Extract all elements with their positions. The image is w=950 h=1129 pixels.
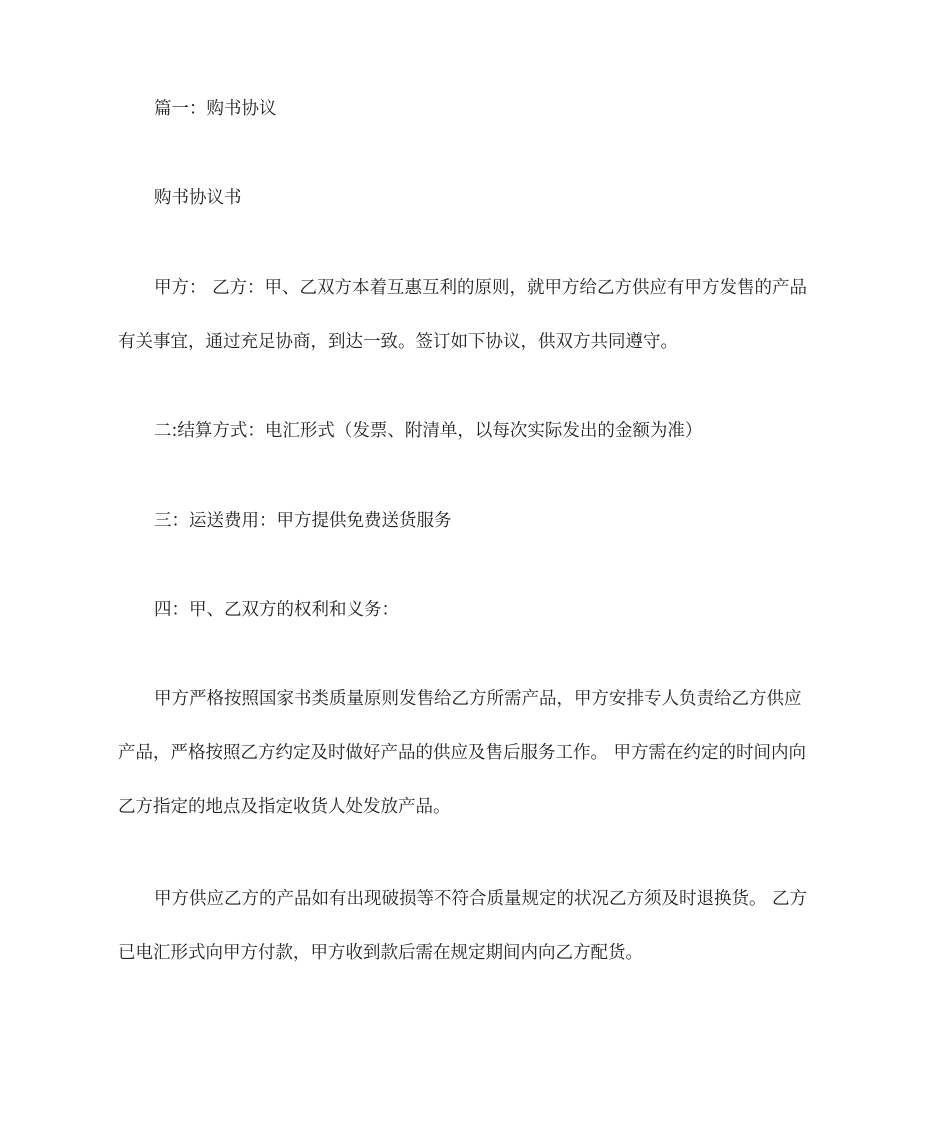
text-line: 产品，严格按照乙方约定及时做好产品的供应及售后服务工作。 甲方需在约定的时间内向 [118, 743, 807, 763]
clause-rights [118, 583, 838, 637]
text-line: 三：运送费用：甲方提供免费送货服务 [154, 511, 452, 531]
section-title [118, 82, 838, 136]
text-line: 购书协议书 [154, 188, 242, 208]
text-line: 甲方： 乙方：甲、乙双方本着互惠互利的原则，就甲方给乙方供应有甲方发售的产品 [154, 278, 808, 298]
text-line: 有关事宜，通过充足协商，到达一致。签订如下协议，供双方共同遵守。 [118, 332, 678, 352]
text-line: 已电汇形式向甲方付款，甲方收到款后需在规定期间内向乙方配货。 [118, 943, 643, 963]
text-line: 甲方供应乙方的产品如有出现破损等不符合质量规定的状况乙方须及时退换货。 乙方 [154, 889, 808, 909]
clause-shipping [118, 494, 838, 548]
clause-settlement [118, 404, 838, 458]
duty-paragraph-b [118, 872, 838, 980]
document-title [118, 171, 838, 225]
text-line: 乙方指定的地点及指定收货人处发放产品。 [118, 797, 451, 817]
text-line: 二:结算方式：电汇形式（发票、附清单，以每次实际发出的金额为准） [154, 421, 703, 441]
parties-paragraph [118, 261, 838, 369]
text-line: 篇一：购书协议 [154, 99, 277, 119]
text-line: 四：甲、乙双方的权利和义务： [154, 600, 399, 620]
text-line: 甲方严格按照国家书类质量原则发售给乙方所需产品，甲方安排专人负责给乙方供应 [154, 689, 802, 709]
duty-paragraph-a [118, 672, 838, 834]
